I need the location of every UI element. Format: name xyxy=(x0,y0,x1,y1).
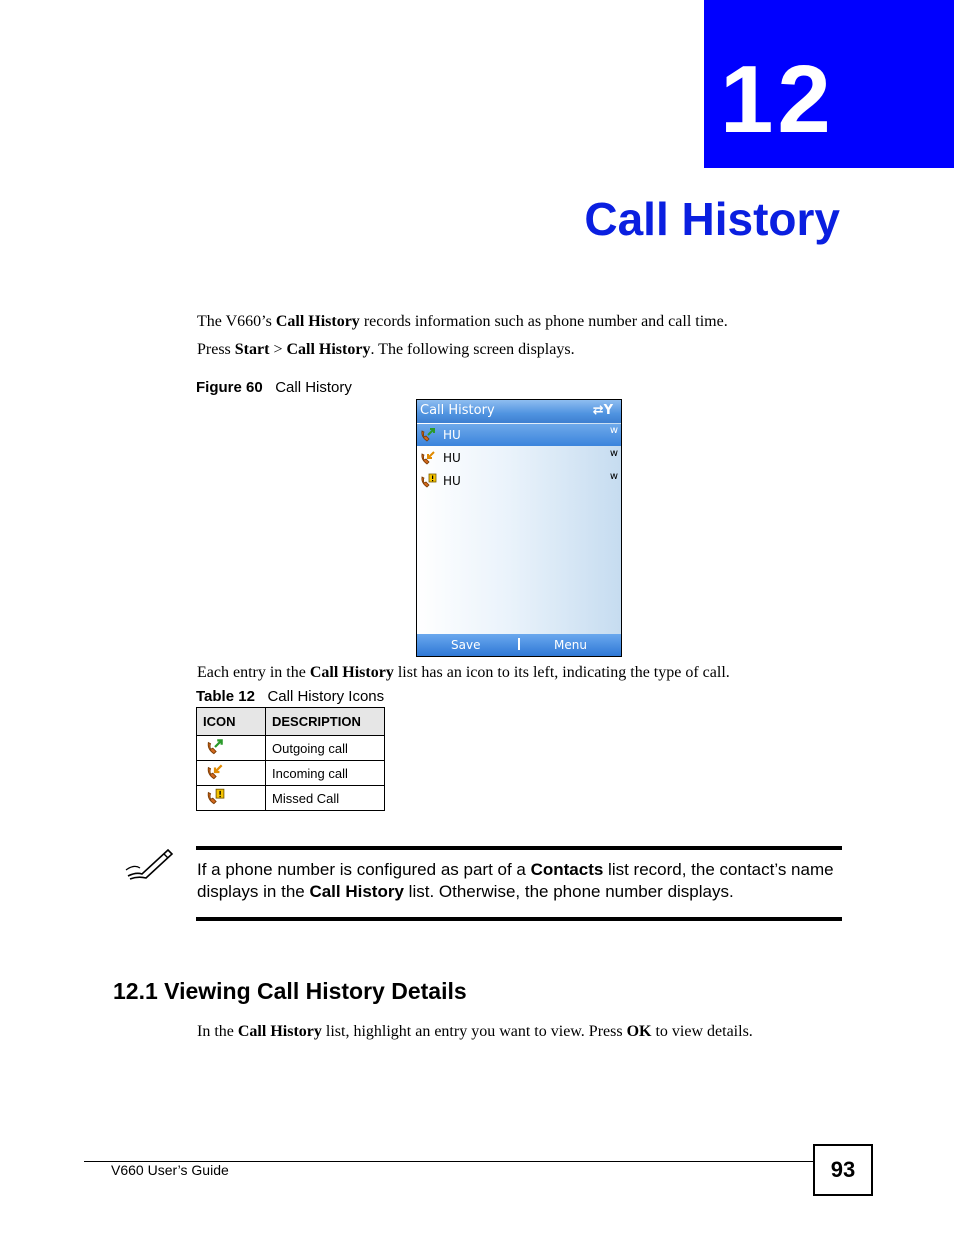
text-run: In the xyxy=(197,1023,238,1040)
description-cell: Outgoing call xyxy=(266,736,385,761)
entry-name: HU xyxy=(443,474,461,488)
pen-note-icon xyxy=(124,846,174,882)
text-run: list. Otherwise, the phone number displays. xyxy=(403,882,734,901)
softkey-divider xyxy=(518,638,520,650)
table-caption-text: Call History Icons xyxy=(267,688,385,705)
incoming-call-icon xyxy=(203,762,227,782)
figure-caption-text: Call History xyxy=(275,379,352,396)
note-text xyxy=(197,859,842,903)
intro-paragraph-1 xyxy=(197,312,728,332)
note-top-rule xyxy=(196,846,842,850)
entry-name: HU xyxy=(443,451,461,465)
text-run: If a phone number is configured as part of a xyxy=(197,860,531,879)
page-number: 93 xyxy=(813,1144,873,1196)
figure-caption xyxy=(196,379,352,396)
outgoing-call-icon xyxy=(419,426,437,444)
table-label: Table 12 xyxy=(196,688,255,705)
table-row xyxy=(197,736,385,761)
table-header: DESCRIPTION xyxy=(266,708,385,736)
intro-paragraph-2 xyxy=(197,340,575,360)
chapter-number-box xyxy=(704,0,954,168)
table-header: ICON xyxy=(197,708,266,736)
footer-guide-title: V660 User’s Guide xyxy=(111,1162,229,1178)
text-run: . The following screen displays. xyxy=(370,341,575,358)
phone-title-bar xyxy=(417,400,621,423)
text-run: list has an icon to its left, indicating the type of call. xyxy=(393,664,730,681)
text-run: Press xyxy=(197,341,235,358)
text-run: records information such as phone number and call time. xyxy=(359,313,728,330)
entry-name: HU xyxy=(443,428,461,442)
text-run: list record, the contact’s name displays in the xyxy=(197,860,834,901)
table-row xyxy=(197,786,385,811)
text-bold: Call History xyxy=(275,313,360,330)
table-row xyxy=(197,761,385,786)
description-cell: Incoming call xyxy=(266,761,385,786)
text-bold: Call History xyxy=(237,1023,322,1040)
chapter-title: Call History xyxy=(584,193,840,245)
icon-cell xyxy=(197,786,266,811)
incoming-call-icon xyxy=(419,449,437,467)
entry-mark: w xyxy=(609,448,618,459)
figure-label: Figure 60 xyxy=(196,379,263,396)
entry-mark: w xyxy=(609,471,618,482)
section-heading: 12.1 Viewing Call History Details xyxy=(113,978,467,1004)
text-bold: Contacts xyxy=(530,860,604,879)
phone-softkey-bar xyxy=(417,634,621,656)
text-bold: Call History xyxy=(309,664,394,681)
signal-icon: ⇄Y xyxy=(592,403,613,418)
table-header-row xyxy=(197,708,385,736)
missed-call-icon xyxy=(419,472,437,490)
text-run: > xyxy=(269,341,287,358)
chapter-number: 12 xyxy=(720,46,835,153)
phone-screen-figure xyxy=(416,399,622,657)
after-figure-paragraph xyxy=(197,663,730,683)
missed-call-icon xyxy=(203,787,227,807)
icon-cell xyxy=(197,736,266,761)
icon-cell xyxy=(197,761,266,786)
call-entry[interactable] xyxy=(417,424,621,446)
table-caption xyxy=(196,688,384,705)
text-bold: Call History xyxy=(309,882,404,901)
menu-softkey[interactable]: Menu xyxy=(554,638,587,652)
phone-title: Call History xyxy=(420,403,495,418)
text-bold: Start xyxy=(234,341,270,358)
text-bold: OK xyxy=(626,1023,652,1040)
text-bold: Call History xyxy=(286,341,371,358)
call-history-icons-table xyxy=(196,707,385,811)
call-entry[interactable] xyxy=(417,470,621,492)
text-run: Each entry in the xyxy=(197,664,310,681)
text-run: list, highlight an entry you want to view. Press xyxy=(321,1023,627,1040)
outgoing-call-icon xyxy=(203,737,227,757)
note-bottom-rule xyxy=(196,917,842,921)
text-run: The V660’s xyxy=(197,313,276,330)
description-cell: Missed Call xyxy=(266,786,385,811)
save-softkey[interactable]: Save xyxy=(451,638,481,652)
call-entry[interactable] xyxy=(417,447,621,469)
text-run: to view details. xyxy=(651,1023,753,1040)
section-paragraph xyxy=(197,1022,753,1042)
entry-mark: w xyxy=(609,425,618,436)
